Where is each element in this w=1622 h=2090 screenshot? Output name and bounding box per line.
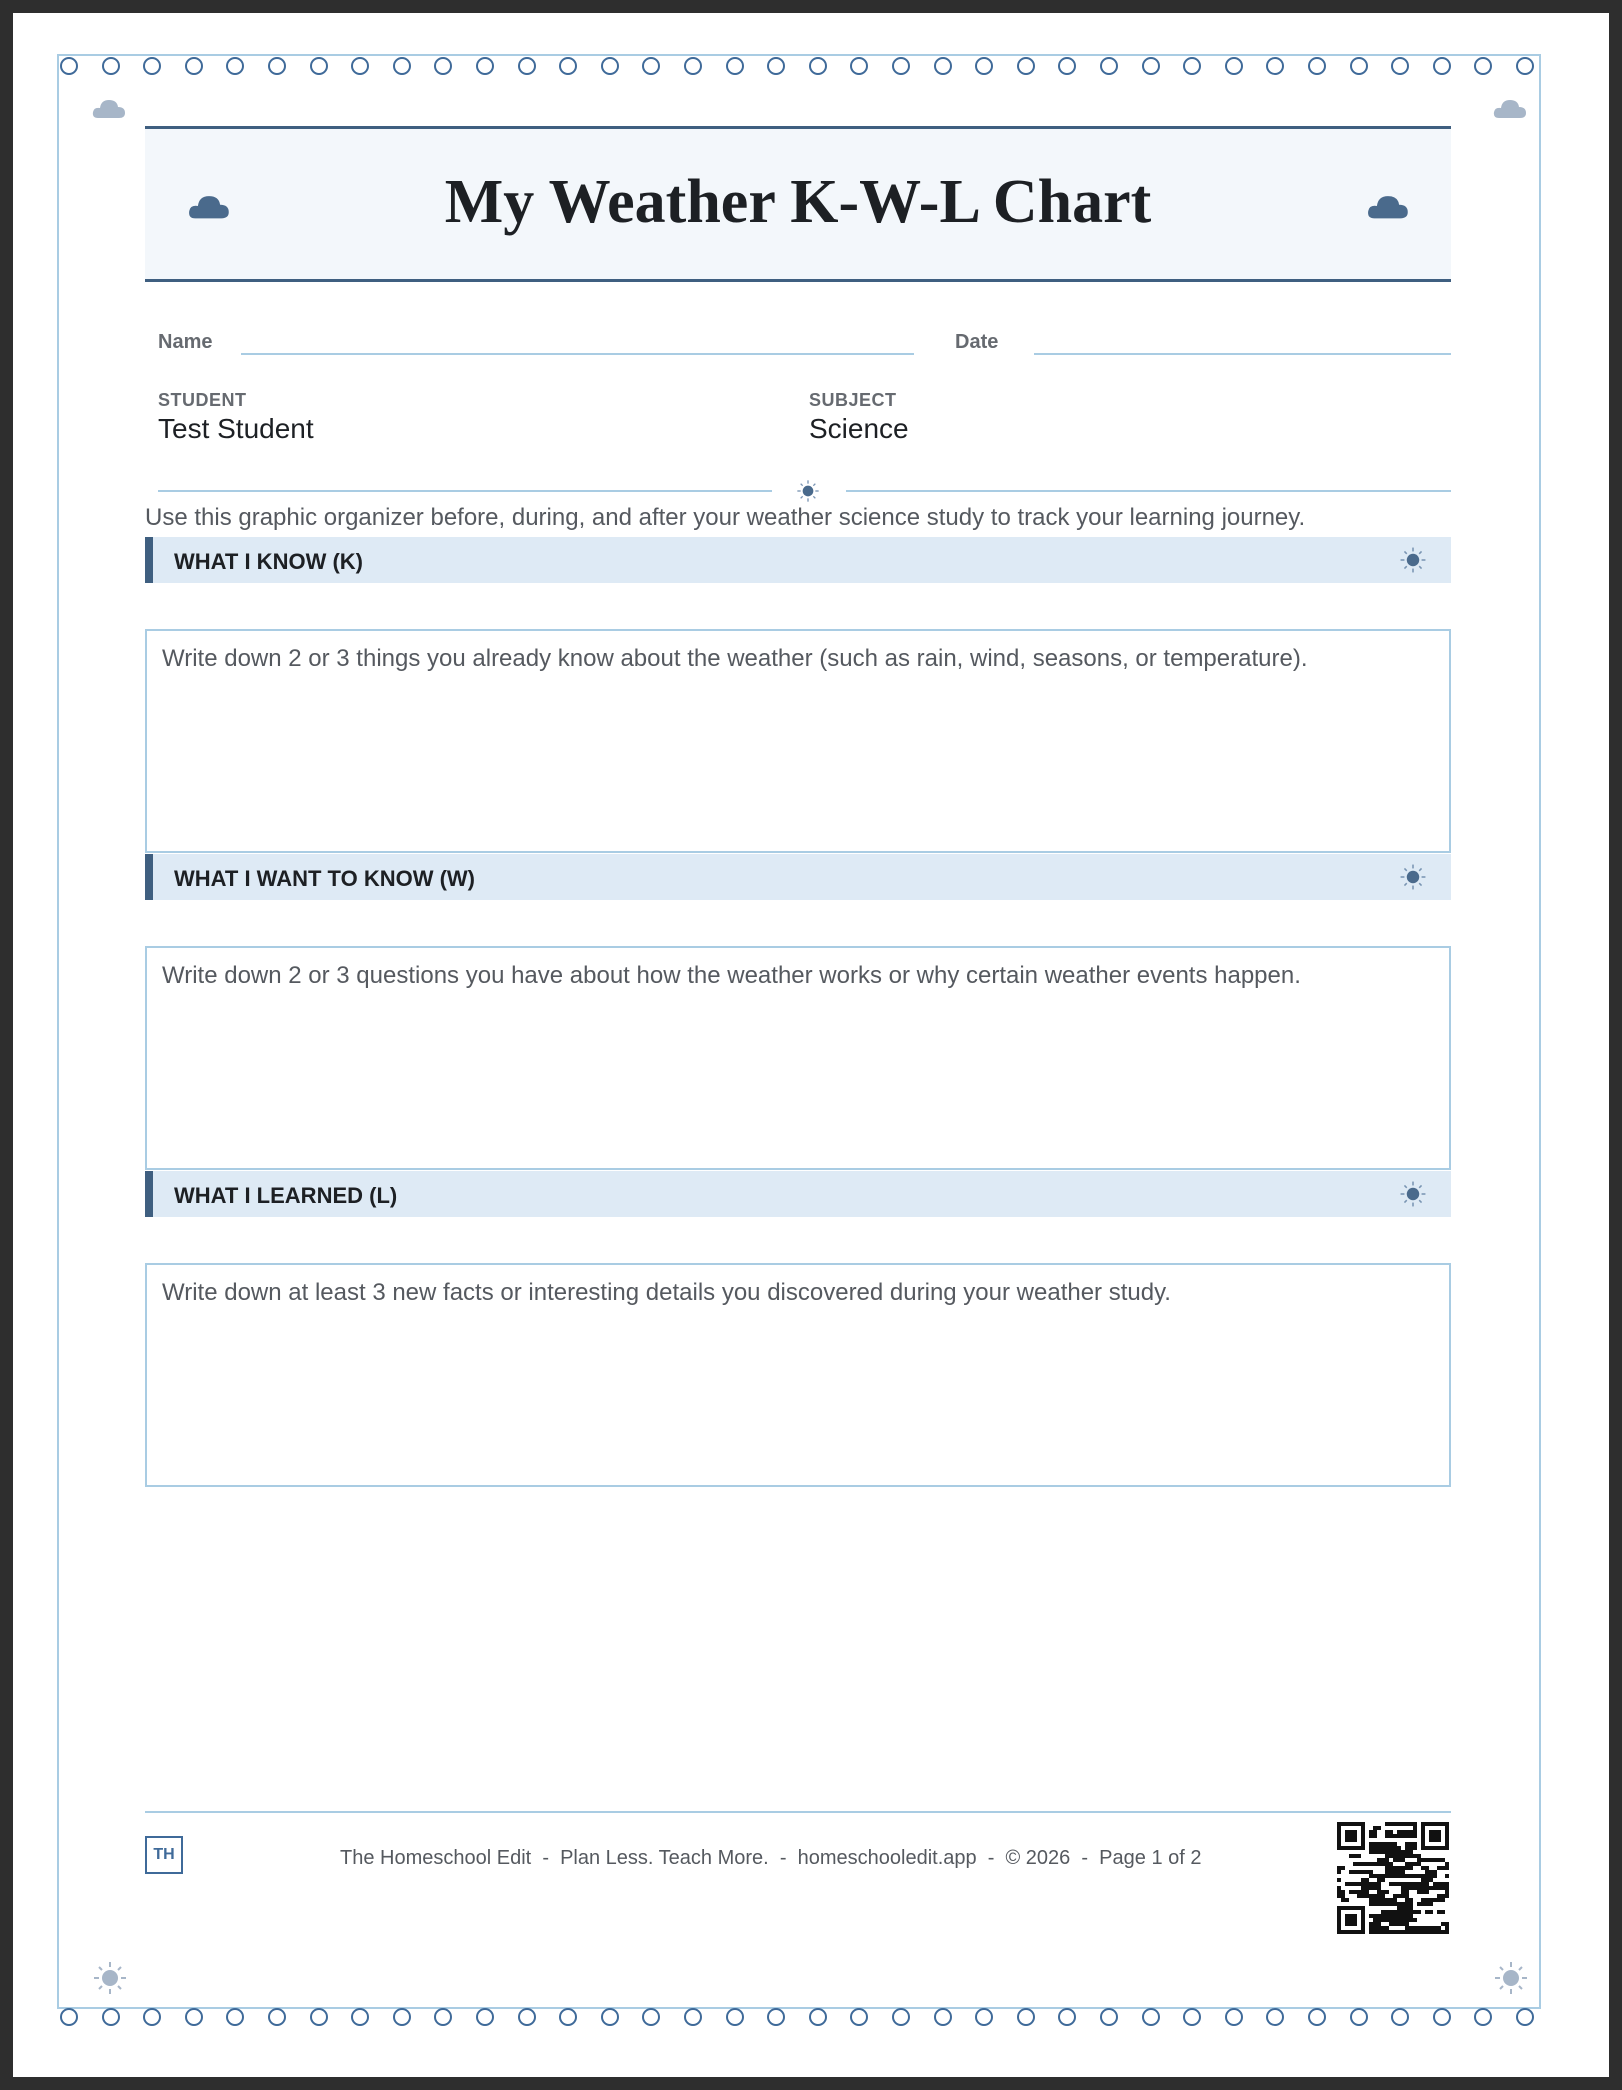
ring-ornament — [934, 57, 952, 75]
ring-ornament — [351, 2008, 369, 2026]
ring-ornament — [1225, 57, 1243, 75]
ring-ornament — [1266, 57, 1284, 75]
section-heading-label: WHAT I WANT TO KNOW (W) — [174, 866, 476, 891]
ring-ornament — [268, 57, 286, 75]
subject-label: SUBJECT — [809, 390, 897, 410]
ring-ornament — [1058, 57, 1076, 75]
ring-ornament — [310, 57, 328, 75]
ring-ornament — [850, 2008, 868, 2026]
ring-ornament — [102, 2008, 120, 2026]
student-label: STUDENT — [158, 390, 247, 410]
ring-ornament — [1391, 2008, 1409, 2026]
ring-ornament — [393, 57, 411, 75]
title-header — [145, 126, 1451, 282]
ring-ornament — [434, 57, 452, 75]
ring-ornament — [559, 2008, 577, 2026]
sun-icon — [1399, 863, 1427, 891]
page-title: My Weather K-W-L Chart — [444, 168, 1152, 236]
ring-ornament — [809, 57, 827, 75]
sun-icon — [1399, 546, 1427, 574]
ring-ornament — [102, 57, 120, 75]
qr-code — [1337, 1822, 1449, 1934]
divider-left — [158, 490, 772, 492]
ring-ornament — [1017, 2008, 1035, 2026]
ring-ornament — [226, 2008, 244, 2026]
answer-box-want[interactable] — [145, 946, 1451, 1170]
intro-text: Use this graphic organizer before, during, and after your weather science study to track your learning journey. — [145, 504, 1306, 531]
section-heading-want — [145, 854, 1451, 900]
ring-ornament — [226, 57, 244, 75]
ring-ornament — [393, 2008, 411, 2026]
ring-ornament — [1142, 2008, 1160, 2026]
ring-ornament — [185, 2008, 203, 2026]
ring-ornament — [892, 2008, 910, 2026]
ring-ornament — [1516, 2008, 1534, 2026]
footer-text: The Homeschool Edit - Plan Less. Teach More. - homeschooledit.app - © 2026 - Page 1 of 2 — [340, 1847, 1202, 1869]
ring-ornament — [559, 57, 577, 75]
cloud-icon — [1493, 96, 1527, 120]
ring-ornament — [60, 2008, 78, 2026]
ring-ornament — [1058, 2008, 1076, 2026]
student-value: Test Student — [158, 413, 314, 444]
ring-ornament — [1266, 2008, 1284, 2026]
ring-ornament — [1350, 57, 1368, 75]
ring-ornament — [351, 57, 369, 75]
ring-ornament — [1433, 2008, 1451, 2026]
ring-ornament — [1183, 2008, 1201, 2026]
ring-ornament — [518, 57, 536, 75]
sun-icon — [92, 1960, 128, 1996]
date-label: Date — [955, 331, 999, 353]
ring-ornament — [975, 57, 993, 75]
name-field[interactable] — [241, 353, 914, 355]
ring-ornament — [434, 2008, 452, 2026]
ring-ornament — [1017, 57, 1035, 75]
ring-ornament — [1391, 57, 1409, 75]
answer-box-know[interactable] — [145, 629, 1451, 853]
bottom-ring-border — [57, 2005, 1541, 2029]
ring-ornament — [767, 57, 785, 75]
ring-ornament — [601, 57, 619, 75]
ring-ornament — [1350, 2008, 1368, 2026]
prompt-text: Write down at least 3 new facts or interesting details you discovered during your weather study. — [162, 1279, 1171, 1306]
prompt-text: Write down 2 or 3 questions you have about how the weather works or why certain weather events happen. — [162, 962, 1301, 989]
ring-ornament — [1308, 57, 1326, 75]
section-heading-learned — [145, 1171, 1451, 1217]
date-field[interactable] — [1034, 353, 1451, 355]
cloud-icon — [92, 96, 126, 120]
ring-ornament — [684, 57, 702, 75]
ring-ornament — [892, 57, 910, 75]
ring-ornament — [1474, 2008, 1492, 2026]
ring-ornament — [476, 2008, 494, 2026]
ring-ornament — [726, 2008, 744, 2026]
ring-ornament — [1516, 57, 1534, 75]
ring-ornament — [1142, 57, 1160, 75]
top-ring-border — [57, 54, 1541, 78]
ring-ornament — [60, 57, 78, 75]
ring-ornament — [767, 2008, 785, 2026]
ring-ornament — [1100, 57, 1118, 75]
ring-ornament — [185, 57, 203, 75]
section-heading-label: WHAT I KNOW (K) — [174, 549, 363, 574]
brand-logo: TH — [145, 1836, 183, 1874]
section-heading-label: WHAT I LEARNED (L) — [174, 1183, 398, 1208]
ring-ornament — [143, 2008, 161, 2026]
prompt-text: Write down 2 or 3 things you already know about the weather (such as rain, wind, seasons, or temperature). — [162, 645, 1308, 672]
answer-box-learned[interactable] — [145, 1263, 1451, 1487]
ring-ornament — [684, 2008, 702, 2026]
ring-ornament — [642, 2008, 660, 2026]
sun-icon — [796, 479, 820, 503]
ring-ornament — [850, 57, 868, 75]
subject-value: Science — [809, 413, 909, 444]
name-label: Name — [158, 331, 213, 353]
ring-ornament — [518, 2008, 536, 2026]
ring-ornament — [809, 2008, 827, 2026]
divider-right — [846, 490, 1451, 492]
ring-ornament — [143, 57, 161, 75]
cloud-icon — [1367, 191, 1409, 221]
ring-ornament — [1433, 57, 1451, 75]
ring-ornament — [310, 2008, 328, 2026]
ring-ornament — [1100, 2008, 1118, 2026]
ring-ornament — [1308, 2008, 1326, 2026]
ring-ornament — [1225, 2008, 1243, 2026]
ring-ornament — [1474, 57, 1492, 75]
ring-ornament — [601, 2008, 619, 2026]
section-heading-know — [145, 537, 1451, 583]
ring-ornament — [642, 57, 660, 75]
footer-divider — [145, 1811, 1451, 1813]
ring-ornament — [726, 57, 744, 75]
ring-ornament — [268, 2008, 286, 2026]
ring-ornament — [1183, 57, 1201, 75]
sun-icon — [1493, 1960, 1529, 1996]
ring-ornament — [934, 2008, 952, 2026]
sun-icon — [1399, 1180, 1427, 1208]
ring-ornament — [975, 2008, 993, 2026]
ring-ornament — [476, 57, 494, 75]
